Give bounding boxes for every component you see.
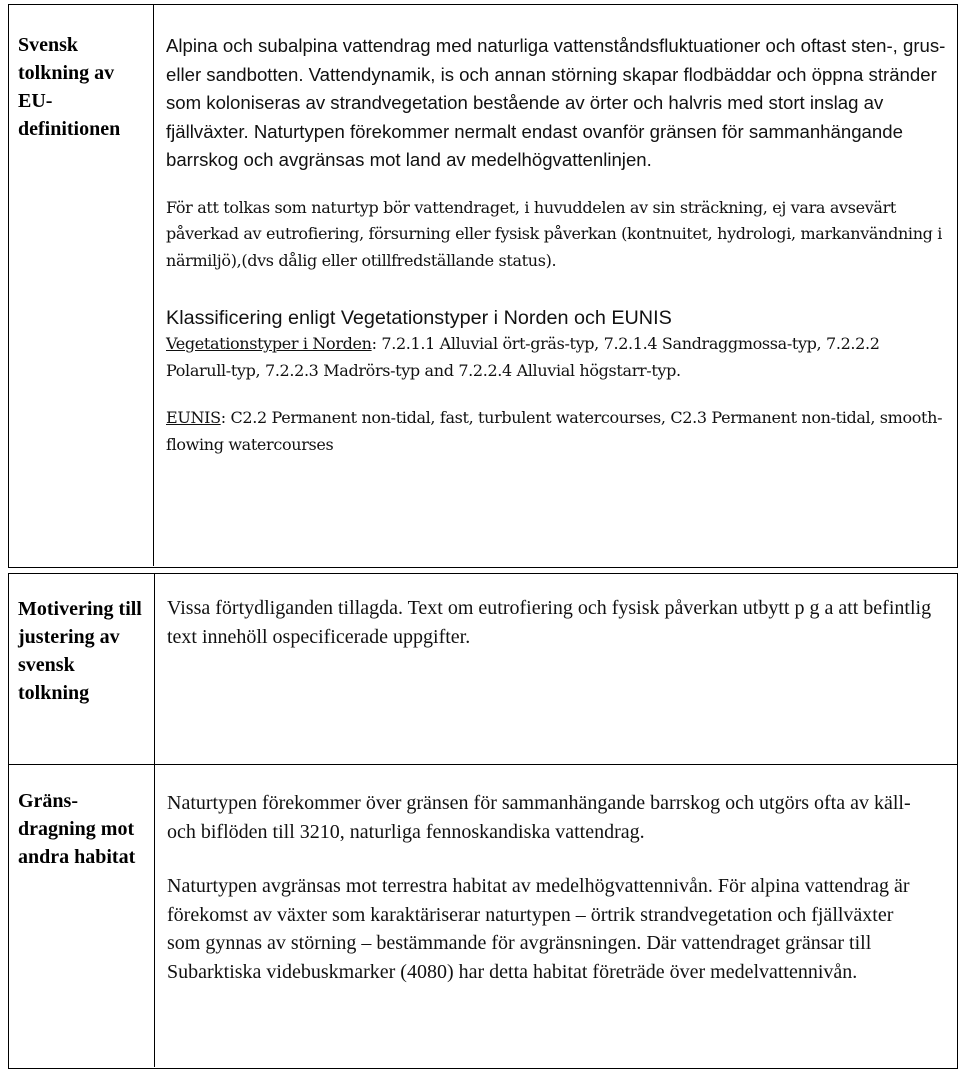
row-label-boundaries: Gräns-dragning mot andra habitat: [9, 765, 155, 1067]
interpretation-table: [8, 4, 958, 568]
row-label-swedish-interpretation: Svensk tolkning av EU-definitionen: [9, 5, 154, 566]
boundary-paragraph-1: Naturtypen förekommer över gränsen för sammanhängande barrskog och utgörs ofta av käll- och biflöden till 3210, naturliga fennoskandiska vattendrag.: [167, 792, 911, 843]
definition-paragraph: Alpina och subalpina vattendrag med naturliga vattenståndsfluktuationer och oftast sten-, grus- eller sandbotten. Vattendynamik, is och annan störning skapar flodbäddar och öppna stränder som koloniseras av strandvegetation bestående av örter och halvris med stort inslag av fjällväxter. Naturtypen förekommer nermalt endast ovanför gränsen för sammanhängande barrskog och avgränsas mot land av medelhögvattenlinjen.: [166, 35, 946, 170]
classification-heading: Klassificering enligt Vegetationstyper i Norden och EUNIS: [166, 307, 672, 329]
status-paragraph: För att tolkas som naturtyp bör vattendraget, i huvuddelen av sin sträckning, ej vara avsevärt påverkad av eutrofiering, försurning eller fysisk påverkan (kontnuitet, hydrologi, markanvändning i närmiljö),(dvs dålig eller otillfredställande status).: [166, 197, 943, 270]
row-label-justification: Motivering till justering av svensk tolkning: [9, 574, 155, 764]
vegetation-types-text: : 7.2.1.1 Alluvial ört-gräs-typ, 7.2.1.4 Sandraggmossa-typ, 7.2.2.2 Polarull-typ, 7.2.2.3 Madrörs-typ and 7.2.2.4 Alluvial högstarr-typ.: [166, 334, 880, 380]
row-boundaries: [9, 765, 957, 1067]
eunis-label: EUNIS: [166, 408, 221, 427]
justification-boundary-table: [8, 573, 958, 1069]
row-content-justification: [155, 574, 957, 764]
row-content-swedish-interpretation: [154, 5, 957, 566]
row-justification: [9, 574, 957, 765]
justification-text: Vissa förtydliganden tillagda. Text om eutrofiering och fysisk påverkan utbytt p g a att befintlig text innehöll ospecificerade uppgifter.: [167, 597, 932, 648]
eunis-text: : C2.2 Permanent non-tidal, fast, turbulent watercourses, C2.3 Permanent non-tidal, smooth-flowing watercourses: [166, 408, 943, 454]
eunis-line: [166, 405, 949, 458]
vegetation-types-line: [166, 331, 949, 384]
boundary-paragraph-2: Naturtypen avgränsas mot terrestra habitat av medelhögvattennivån. För alpina vattendrag är förekomst av växter som karaktäriserar naturtypen – örtrik strandvegetation och fjällväxter som gynnas av störning – bestämmande för avgränsningen. Där vattendraget gränsar till Subarktiska videbuskmarker (4080) har detta habitat företräde över medelvattennivån.: [167, 875, 910, 983]
row-swedish-interpretation: [9, 5, 957, 566]
vegetation-types-label: Vegetationstyper i Norden: [166, 334, 372, 353]
row-content-boundaries: [155, 765, 957, 1067]
